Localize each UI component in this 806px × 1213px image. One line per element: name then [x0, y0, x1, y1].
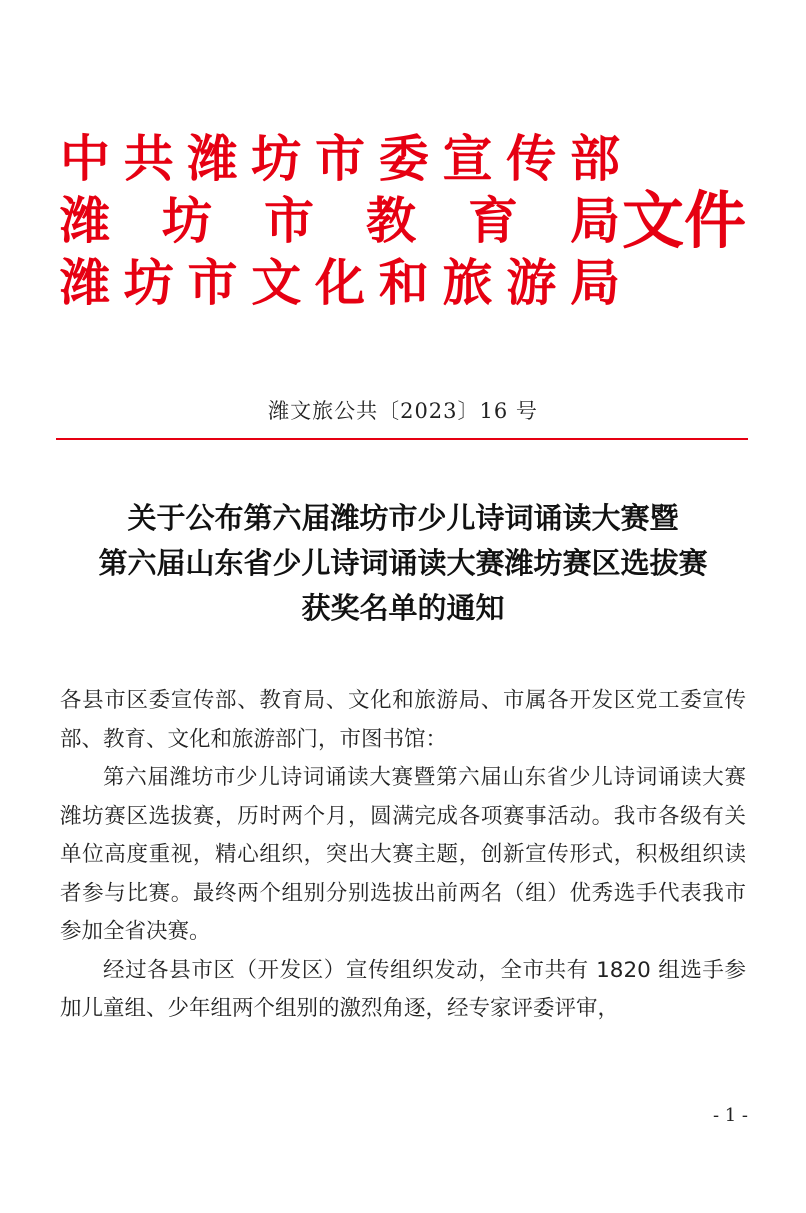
title-line: 关于公布第六届潍坊市少儿诗词诵读大赛暨 — [127, 501, 679, 535]
title-line: 获奖名单的通知 — [301, 591, 505, 625]
document-kind-label: 文件 — [622, 184, 747, 257]
page-number: - 1 - — [712, 1105, 748, 1126]
notice-body — [60, 682, 746, 1029]
salutation: 各县市区委宣传部、教育局、文化和旅游局、市属各开发区党工委宣传部、教育、文化和旅游部门，市图书馆： — [60, 688, 746, 752]
document-number: 潍文旅公共〔2023〕16 号 — [268, 399, 538, 423]
document-header — [60, 128, 760, 328]
body-paragraph: 经过各县市区（开发区）宣传组织发动，全市共有 1820 组选手参加儿童组、少年组两个组别的激烈角逐，经专家评委评审， — [60, 957, 746, 1021]
title-line: 第六届山东省少儿诗词诵读大赛潍坊赛区选拔赛 — [98, 546, 708, 580]
issuer-propaganda-dept: 中 共 潍 坊 市 委 宣 传 部 — [60, 130, 620, 188]
issuer-education-bureau: 潍 坊 市 教 育 局 — [60, 192, 620, 250]
body-paragraph: 第六届潍坊市少儿诗词诵读大赛暨第六届山东省少儿诗词诵读大赛潍坊赛区选拔赛，历时两个月，圆满完成各项赛事活动。我市各级有关单位高度重视，精心组织，突出大赛主题，创新宣传形式，积极组织读者参与比赛。最终两个组别分别选拔出前两名（组）优秀选手代表我市参加全省决赛。 — [60, 765, 746, 944]
issuing-agencies — [60, 128, 620, 314]
red-divider-line — [56, 438, 748, 440]
notice-title — [40, 496, 766, 631]
issuer-culture-tourism-bureau: 潍 坊 市 文 化 和 旅 游 局 — [60, 254, 620, 312]
